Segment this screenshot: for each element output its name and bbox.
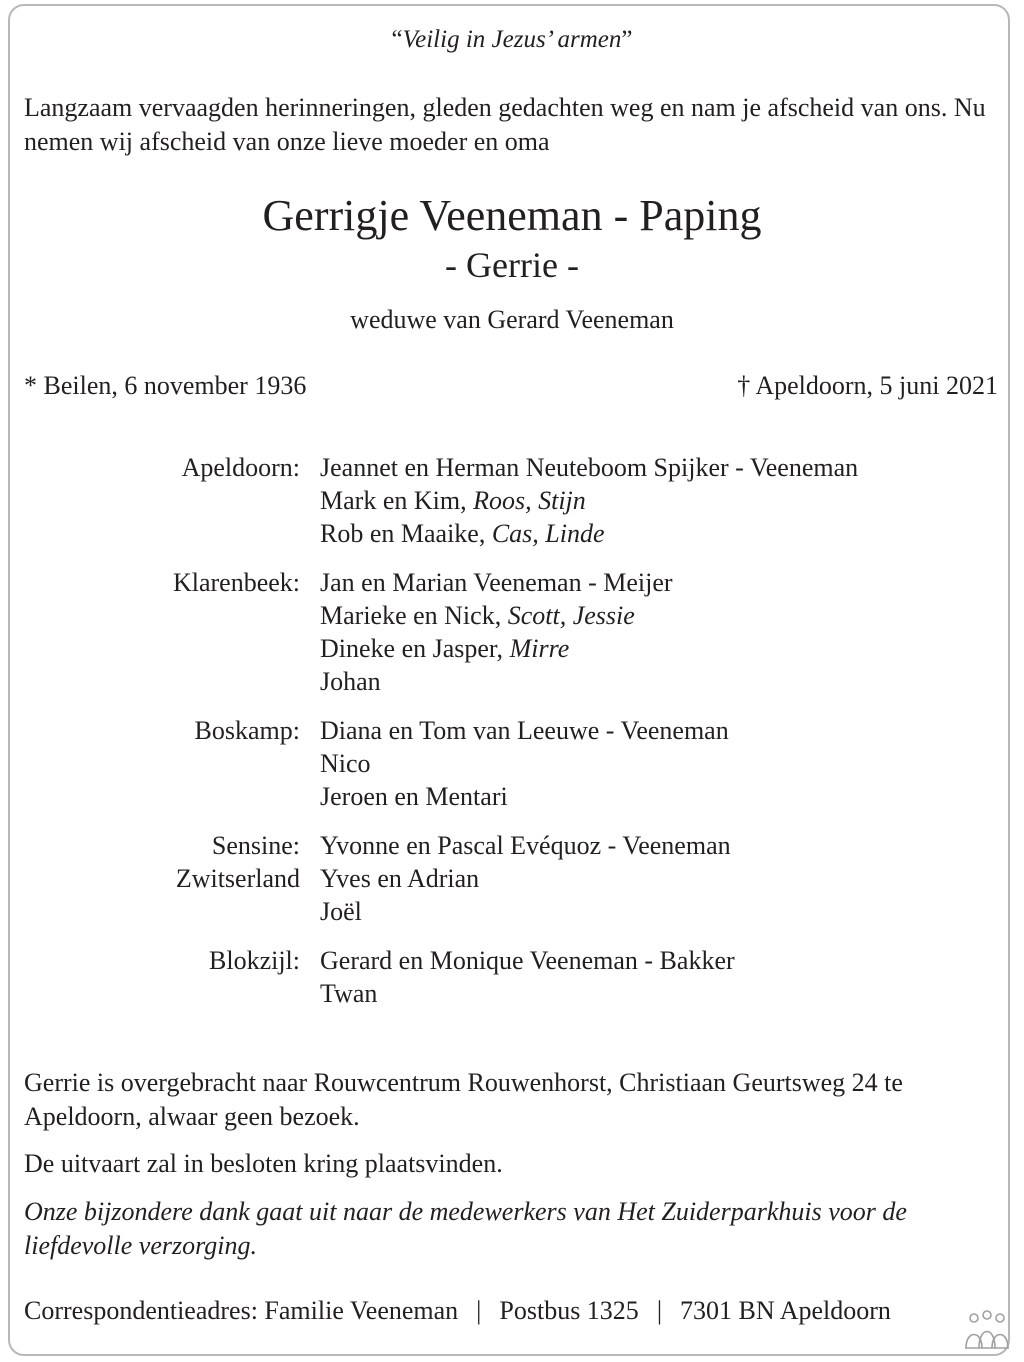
family-member-line (320, 862, 731, 895)
member-names: Joël (320, 897, 362, 926)
family-member-line (320, 517, 858, 550)
family-place (0, 714, 320, 813)
family-member-line (320, 747, 729, 780)
grandchildren-names: Scott, Jessie (507, 601, 635, 630)
family-place-line: Apeldoorn: (181, 453, 300, 482)
correspondence-address (24, 1294, 891, 1328)
family-member-line (320, 599, 673, 632)
family-member-line (320, 895, 731, 928)
family-place (0, 944, 320, 1010)
member-names: Marieke en Nick, (320, 601, 508, 630)
member-names: Gerard en Monique Veeneman - Bakker (320, 946, 735, 975)
family-place-line: Zwitserland (175, 864, 300, 893)
motto (0, 26, 1024, 54)
separator: | (476, 1296, 482, 1325)
postbus: Postbus 1325 (499, 1296, 639, 1325)
grandchildren-names: Cas, Linde (491, 519, 605, 548)
family-member-line (320, 780, 729, 813)
widow-of: weduwe van Gerard Veeneman (350, 305, 674, 334)
family-group (0, 944, 1024, 1010)
grandchildren-names: Roos, Stijn (473, 486, 586, 515)
thanks-text: Onze bijzondere dank gaat uit naar de medewerkers van Het Zuiderparkhuis voor de liefdevolle verzorging. (24, 1197, 907, 1260)
member-names: Diana en Tom van Leeuwe - Veeneman (320, 716, 729, 745)
death-date: † Apeldoorn, 5 juni 2021 (737, 371, 998, 400)
member-names: Dineke en Jasper, (320, 634, 510, 663)
deceased-name: Gerrigje Veeneman - Paping (262, 191, 762, 240)
family-place (0, 829, 320, 928)
grandchildren-names: Mirre (509, 634, 570, 663)
correspondence-label: Correspondentieadres: Familie Veeneman (24, 1296, 459, 1325)
family-member-line (320, 665, 673, 698)
family-member-line (320, 451, 858, 484)
transfer-text: Gerrie is overgebracht naar Rouwcentrum Rouwenhorst, Christiaan Geurtsweg 24 te Apeldoorn, alwaar geen bezoek. (24, 1068, 903, 1131)
family-place-line: Blokzijl: (209, 946, 300, 975)
birth-date: * Beilen, 6 november 1936 (24, 371, 307, 400)
motto-open-quote: “ (391, 26, 403, 53)
family-group (0, 451, 1024, 550)
member-names: Yves en Adrian (320, 864, 480, 893)
family-members (320, 451, 858, 550)
member-names: Jeannet en Herman Neuteboom Spijker - Veeneman (320, 453, 859, 482)
family-member-line (320, 714, 729, 747)
family-members (320, 944, 735, 1010)
family-place-line: Sensine: (211, 831, 300, 860)
family-group (0, 566, 1024, 698)
funeral-text: De uitvaart zal in besloten kring plaatsvinden. (24, 1149, 503, 1178)
family-member-line (320, 829, 731, 862)
member-names: Jeroen en Mentari (320, 782, 508, 811)
family-place (0, 451, 320, 550)
member-names: Mark en Kim, (320, 486, 474, 515)
member-names: Rob en Maaike, (320, 519, 492, 548)
member-names: Twan (320, 979, 378, 1008)
family-members (320, 829, 731, 928)
family-list (0, 451, 1024, 1026)
family-place-line: Boskamp: (194, 716, 300, 745)
family-members (320, 566, 673, 698)
family-group (0, 829, 1024, 928)
member-names: Yvonne en Pascal Evéquoz - Veeneman (320, 831, 731, 860)
family-member-line (320, 566, 673, 599)
member-names: Nico (320, 749, 371, 778)
deceased-nickname: - Gerrie - (445, 245, 579, 285)
family-member-line (320, 484, 858, 517)
family-member-line (320, 944, 735, 977)
family-place-line: Klarenbeek: (172, 568, 300, 597)
member-names: Jan en Marian Veeneman - Meijer (320, 568, 673, 597)
family-logo-icon (962, 1308, 1012, 1352)
family-group (0, 714, 1024, 813)
member-names: Johan (320, 667, 381, 696)
family-member-line (320, 977, 735, 1010)
family-members (320, 714, 729, 813)
motto-close-quote: ” (621, 26, 633, 53)
separator: | (656, 1296, 663, 1325)
family-member-line (320, 632, 673, 665)
family-place (0, 566, 320, 698)
postal-city: 7301 BN Apeldoorn (680, 1296, 891, 1325)
motto-text: Veilig in Jezus’ armen (402, 26, 622, 53)
intro-text: Langzaam vervaagden herinneringen, gleden gedachten weg en nam je afscheid van ons. Nu nemen wij afscheid van onze lieve moeder en oma (24, 93, 986, 156)
